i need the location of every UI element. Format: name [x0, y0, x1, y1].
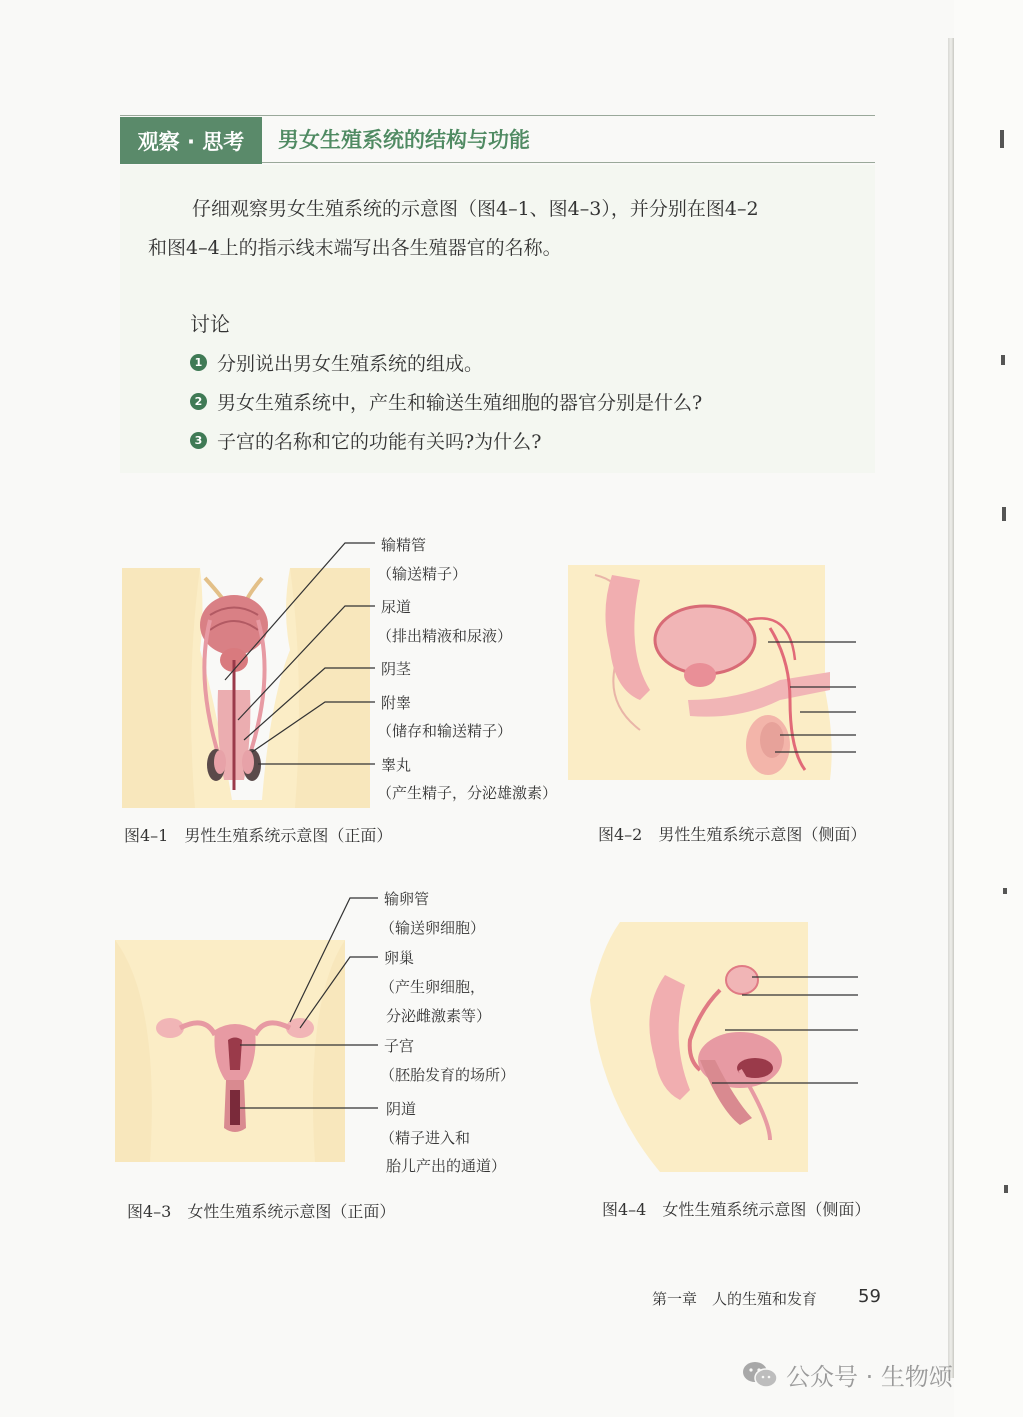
label-fallopian-tube: 输卵管	[384, 890, 430, 908]
label-epididymis-function: （储存和输送精子）	[377, 722, 513, 740]
fig1-male-front-illustration	[122, 568, 370, 808]
label-ovary: 卵巢	[384, 949, 415, 967]
label-ovary-function-1: （产生卵细胞，	[380, 978, 486, 996]
label-vas-deferens-function: （输送精子）	[377, 565, 468, 583]
discussion-title: 讨论	[190, 312, 230, 336]
label-uterus: 子宫	[384, 1037, 415, 1055]
question-text: 分别说出男女生殖系统的组成。	[217, 353, 484, 375]
fig3-female-front-illustration	[115, 940, 345, 1162]
label-ovary-function-2: 分泌雌激素等）	[386, 1007, 492, 1025]
section-title: 男女生殖系统的结构与功能	[278, 128, 530, 152]
page-number: 59	[858, 1286, 881, 1307]
watermark	[742, 1357, 953, 1392]
label-uterus-function: （胚胎发育的场所）	[380, 1066, 516, 1084]
label-fallopian-tube-function: （输送卵细胞）	[380, 919, 486, 937]
label-vagina-function-2: 胎儿产出的通道）	[386, 1157, 507, 1175]
question-number-badge: 2	[190, 393, 207, 410]
label-urethra: 尿道	[381, 598, 412, 616]
question-text: 子宫的名称和它的功能有关吗?为什么?	[217, 431, 542, 453]
wechat-icon	[742, 1361, 778, 1389]
label-testis: 睾丸	[381, 756, 412, 774]
caption-fig4-1: 图4–1 男性生殖系统示意图（正面）	[124, 826, 393, 845]
label-urethra-function: （排出精液和尿液）	[377, 627, 513, 645]
intro-line-2: 和图4–4上的指示线末端写出各生殖器官的名称。	[148, 237, 562, 259]
question-number-badge: 1	[190, 354, 207, 371]
caption-fig4-2: 图4–2 男性生殖系统示意图（侧面）	[598, 825, 867, 844]
label-vagina: 阴道	[386, 1100, 417, 1118]
fig2-male-side-illustration	[568, 565, 832, 780]
section-tag: 观察 · 思考	[120, 117, 262, 164]
label-vas-deferens: 输精管	[381, 536, 427, 554]
label-testis-function: （产生精子，分泌雄激素）	[377, 784, 558, 802]
label-vagina-function-1: （精子进入和	[380, 1129, 471, 1147]
watermark-text: 公众号 · 生物颂	[786, 1363, 953, 1391]
question-number-badge: 3	[190, 432, 207, 449]
fig4-female-side-illustration	[590, 922, 808, 1172]
label-penis: 阴茎	[381, 660, 412, 678]
caption-fig4-4: 图4–4 女性生殖系统示意图（侧面）	[602, 1200, 871, 1219]
intro-line-1: 仔细观察男女生殖系统的示意图（图4–1、图4–3），并分别在图4–2	[192, 198, 759, 220]
caption-fig4-3: 图4–3 女性生殖系统示意图（正面）	[127, 1202, 396, 1221]
chapter-footer: 第一章 人的生殖和发育	[652, 1290, 818, 1308]
label-epididymis: 附睾	[381, 694, 412, 712]
question-text: 男女生殖系统中，产生和输送生殖细胞的器官分别是什么?	[217, 392, 703, 414]
